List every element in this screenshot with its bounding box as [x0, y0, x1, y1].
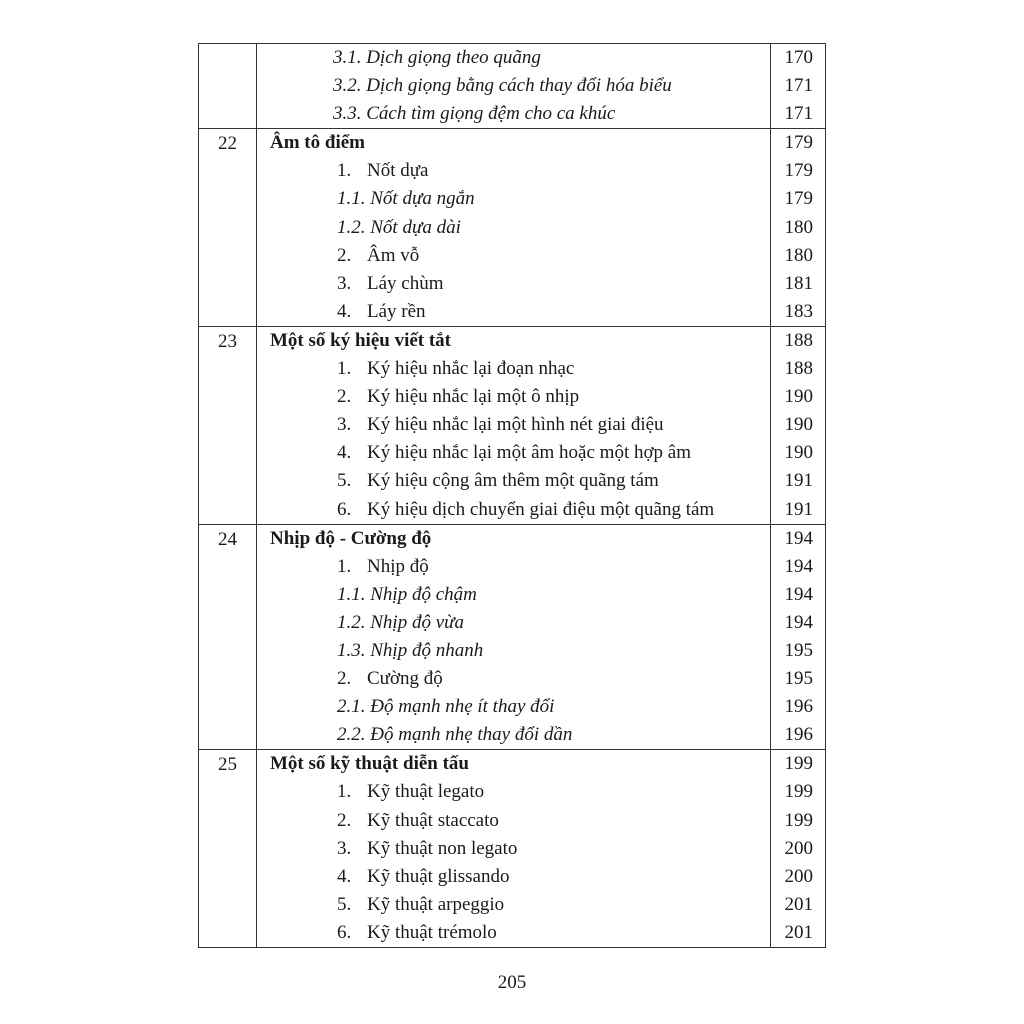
- entry-pages: [771, 524, 826, 750]
- table-of-contents: [198, 43, 826, 948]
- chapter-title[interactable]: Âm tô điểm: [270, 132, 365, 154]
- page-ref: 195: [784, 639, 813, 661]
- page-ref: 196: [784, 696, 813, 718]
- toc-section: [199, 750, 826, 948]
- page-ref: 188: [784, 358, 813, 380]
- toc-item[interactable]: [257, 496, 770, 524]
- entry-titles: [257, 129, 771, 327]
- item-label: Kỹ thuật trémolo: [367, 921, 497, 943]
- toc-subitem[interactable]: 2.1. Độ mạnh nhẹ ít thay đổi: [337, 696, 555, 718]
- item-index: 5.: [337, 893, 352, 915]
- toc-item[interactable]: [257, 467, 770, 495]
- page-ref: 181: [784, 272, 813, 294]
- page-ref: 179: [784, 160, 813, 182]
- toc-section: [199, 44, 826, 129]
- toc-item[interactable]: [257, 242, 770, 270]
- item-index: 1.: [337, 555, 352, 577]
- toc-item[interactable]: [257, 778, 770, 806]
- page-number: 205: [497, 972, 527, 993]
- toc-subitem[interactable]: 3.3. Cách tìm giọng đệm cho ca khúc: [333, 103, 616, 125]
- entry-pages: [771, 44, 826, 129]
- item-label: Kỹ thuật legato: [367, 781, 485, 803]
- chapter-title[interactable]: Nhịp độ - Cường độ: [270, 527, 432, 549]
- item-index: 6.: [337, 498, 352, 520]
- item-index: 3.: [337, 414, 352, 436]
- item-label: Ký hiệu nhắc lại một âm hoặc một hợp âm: [367, 442, 691, 464]
- item-index: 3.: [337, 272, 352, 294]
- toc-item[interactable]: [257, 553, 770, 581]
- page-ref: 196: [784, 724, 813, 746]
- toc-subitem[interactable]: 3.1. Dịch giọng theo quãng: [333, 47, 541, 68]
- entry-titles: [257, 524, 771, 750]
- item-label: Cường độ: [367, 668, 443, 690]
- page-ref: 195: [784, 668, 813, 690]
- toc-section: [199, 129, 826, 327]
- toc-item[interactable]: [257, 157, 770, 185]
- toc-section: [199, 326, 826, 524]
- item-index: 2.: [337, 386, 352, 408]
- toc-subitem[interactable]: 1.1. Nhịp độ chậm: [337, 583, 477, 605]
- item-label: Kỹ thuật non legato: [367, 837, 518, 859]
- toc-item[interactable]: [257, 270, 770, 298]
- page-ref: 180: [784, 216, 813, 238]
- page-ref: 190: [784, 386, 813, 408]
- page-ref: 199: [784, 753, 813, 775]
- page-ref: 194: [784, 583, 813, 605]
- item-label: Nốt dựa: [367, 160, 429, 182]
- item-label: Ký hiệu dịch chuyển giai điệu một quãng tám: [367, 498, 715, 520]
- toc-body: [199, 44, 826, 948]
- chapter-title[interactable]: Một số ký hiệu viết tắt: [270, 329, 452, 351]
- toc-item[interactable]: [257, 439, 770, 467]
- page-ref: 179: [784, 132, 813, 154]
- toc-subitem[interactable]: 1.1. Nốt dựa ngắn: [337, 188, 475, 210]
- item-label: Ký hiệu cộng âm thêm một quãng tám: [367, 470, 659, 492]
- item-index: 2.: [337, 244, 352, 266]
- item-label: Âm vỗ: [367, 244, 420, 266]
- toc-item[interactable]: [257, 298, 770, 326]
- page-ref: 190: [784, 442, 813, 464]
- page-ref: 199: [784, 781, 813, 803]
- toc-item[interactable]: [257, 355, 770, 383]
- toc-item[interactable]: [257, 383, 770, 411]
- toc-subitem[interactable]: 2.2. Độ mạnh nhẹ thay đổi dần: [337, 724, 573, 746]
- entry-pages: [771, 326, 826, 524]
- toc-subitem[interactable]: 1.2. Nốt dựa dài: [337, 216, 461, 238]
- page-ref: 180: [784, 244, 813, 266]
- toc-item[interactable]: [257, 891, 770, 919]
- item-index: 1.: [337, 781, 352, 803]
- item-index: 6.: [337, 921, 352, 943]
- toc-subitem[interactable]: 1.2. Nhịp độ vừa: [337, 611, 464, 633]
- chapter-number: 22: [199, 129, 257, 327]
- toc-item[interactable]: [257, 411, 770, 439]
- entry-titles: [257, 44, 771, 129]
- toc-item[interactable]: [257, 863, 770, 891]
- item-index: 1.: [337, 160, 352, 182]
- toc-item[interactable]: [257, 919, 770, 947]
- item-index: 4.: [337, 300, 352, 322]
- item-label: Ký hiệu nhắc lại một ô nhịp: [367, 386, 580, 408]
- item-index: 1.: [337, 358, 352, 380]
- page-ref: 183: [784, 300, 813, 322]
- item-label: Ký hiệu nhắc lại đoạn nhạc: [367, 358, 575, 380]
- item-index: 2.: [337, 809, 352, 831]
- page-ref: 188: [784, 329, 813, 351]
- toc-item[interactable]: [257, 835, 770, 863]
- toc-item[interactable]: [257, 807, 770, 835]
- page-ref: 199: [784, 809, 813, 831]
- toc-section: [199, 524, 826, 750]
- page-ref: 194: [784, 527, 813, 549]
- entry-pages: [771, 129, 826, 327]
- page-ref: 200: [784, 865, 813, 887]
- item-index: 2.: [337, 668, 352, 690]
- toc-item[interactable]: [257, 665, 770, 693]
- entry-titles: [257, 750, 771, 948]
- chapter-number: 24: [199, 524, 257, 750]
- entry-pages: [771, 750, 826, 948]
- item-label: Láy chùm: [367, 272, 444, 294]
- chapter-title[interactable]: Một số kỹ thuật diễn tấu: [270, 753, 469, 775]
- item-index: 4.: [337, 442, 352, 464]
- page-ref: 191: [784, 470, 813, 492]
- page-ref: 191: [784, 498, 813, 520]
- toc-subitem[interactable]: 3.2. Dịch giọng bằng cách thay đổi hóa biểu: [333, 75, 672, 97]
- entry-titles: [257, 326, 771, 524]
- item-label: Láy rền: [367, 300, 426, 322]
- page-ref: 179: [784, 188, 813, 210]
- chapter-number: 25: [199, 750, 257, 948]
- item-label: Kỹ thuật staccato: [367, 809, 499, 831]
- item-index: 5.: [337, 470, 352, 492]
- item-label: Nhịp độ: [367, 555, 429, 577]
- page-ref: 171: [784, 103, 813, 125]
- chapter-number: 23: [199, 326, 257, 524]
- chapter-number: [199, 44, 257, 129]
- page-ref: 201: [784, 921, 813, 943]
- page-ref: 194: [784, 555, 813, 577]
- page-ref: 170: [784, 47, 813, 68]
- item-label: Kỹ thuật arpeggio: [367, 893, 505, 915]
- item-label: Kỹ thuật glissando: [367, 865, 510, 887]
- page-ref: 171: [784, 75, 813, 97]
- item-index: 4.: [337, 865, 352, 887]
- page-ref: 190: [784, 414, 813, 436]
- page-ref: 200: [784, 837, 813, 859]
- item-index: 3.: [337, 837, 352, 859]
- page-ref: 194: [784, 611, 813, 633]
- page-ref: 201: [784, 893, 813, 915]
- item-label: Ký hiệu nhắc lại một hình nét giai điệu: [367, 414, 664, 436]
- toc-subitem[interactable]: 1.3. Nhịp độ nhanh: [337, 639, 484, 661]
